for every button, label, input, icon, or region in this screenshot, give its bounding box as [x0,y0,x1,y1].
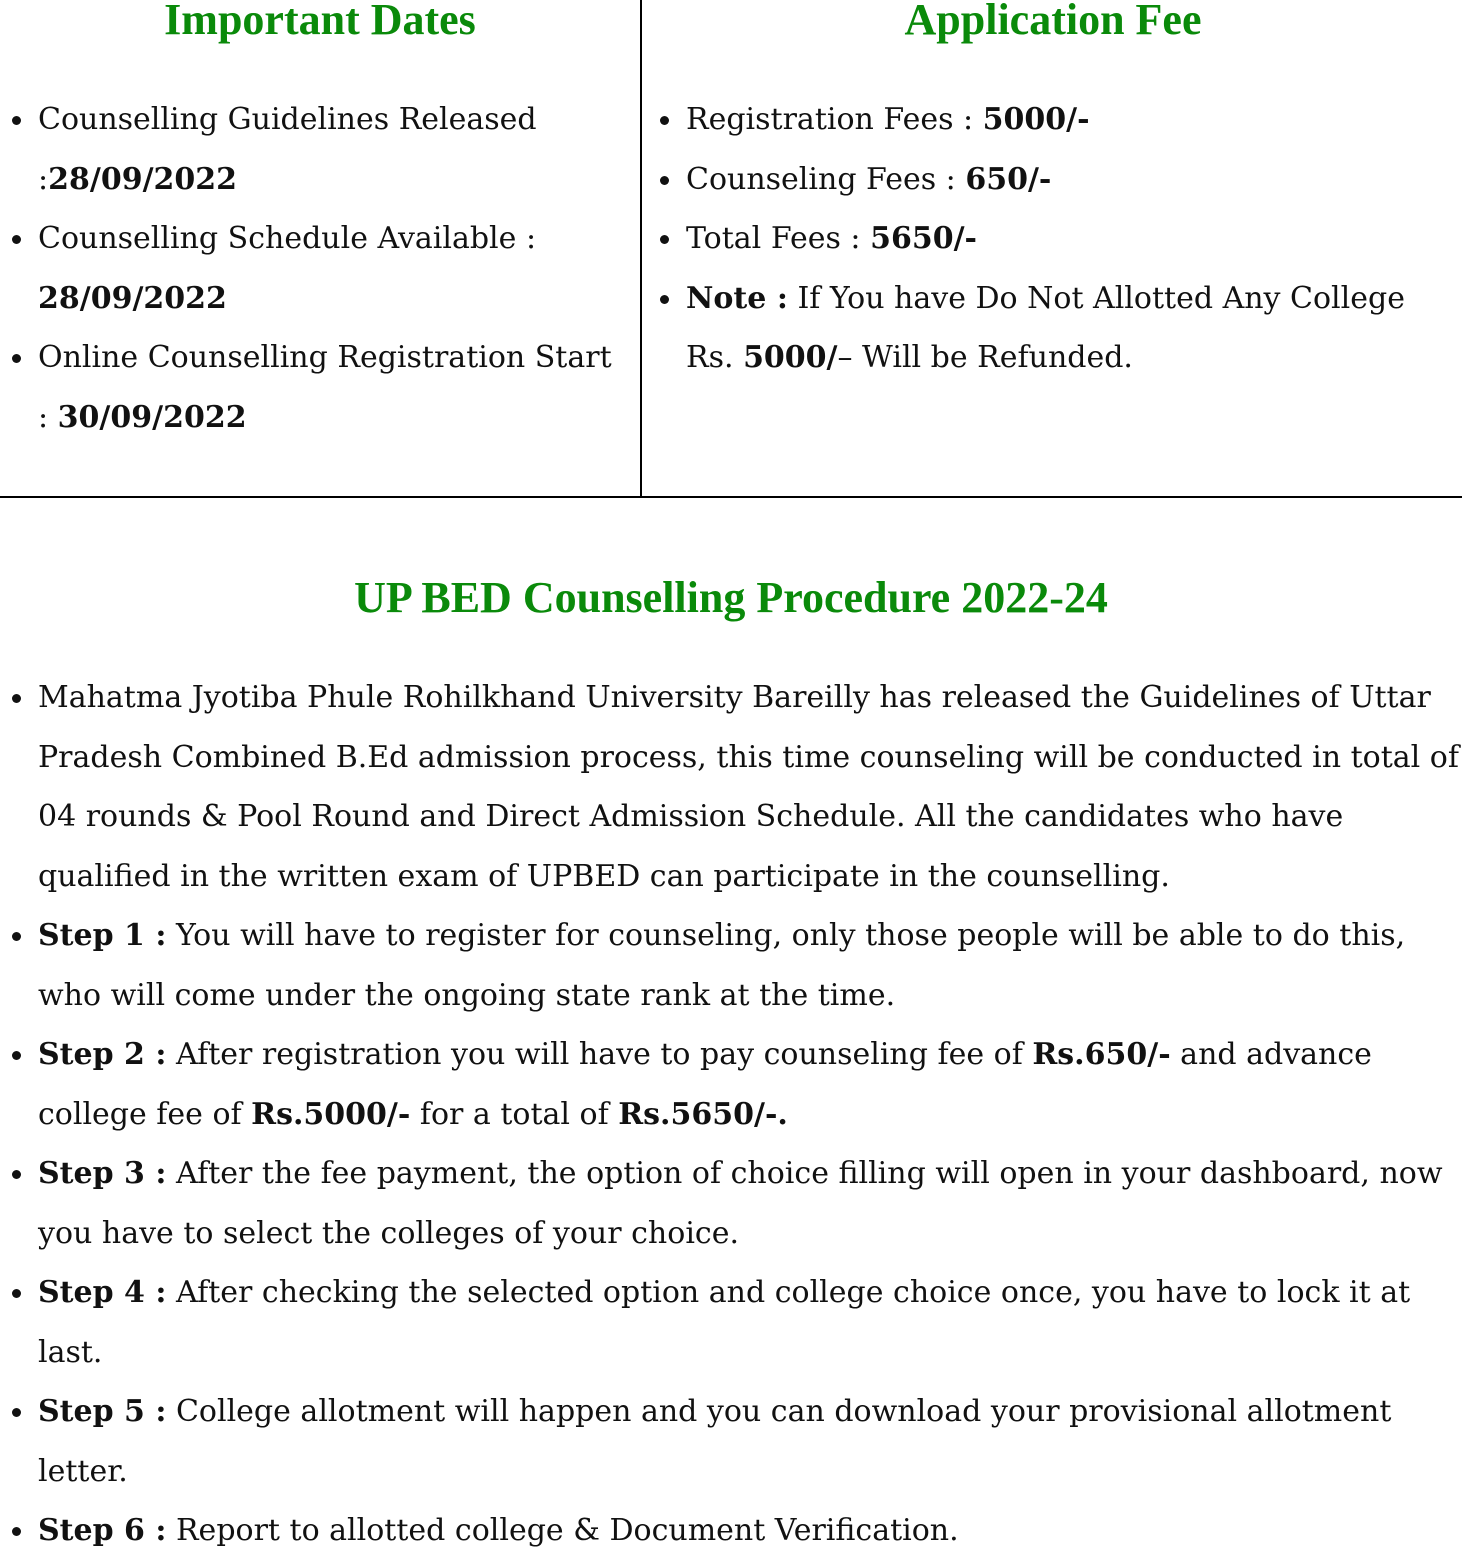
application-fee-title: Application Fee [904,0,1202,44]
important-dates-column [0,0,642,496]
procedure-steps-list [0,668,1462,1561]
list-item: Counselling Guidelines Released :28/09/2022 [0,90,640,209]
step-4: Step 4 : After checking the selected option and college choice once, you have to lock it at last. [0,1263,1462,1382]
step-3: Step 3 : After the fee payment, the option of choice filling will open in your dashboard, now you have to select the colleges of your choice. [0,1144,1462,1263]
important-dates-list [0,90,640,447]
info-table [0,0,1462,498]
list-item: Counseling Fees : 650/- [644,150,1462,210]
list-item: Total Fees : 5650/- [644,209,1462,269]
fee-note: Note : If You have Do Not Allotted Any College Rs. 5000/– Will be Refunded. [644,269,1462,388]
procedure-title: UP BED Counselling Procedure 2022-24 [354,573,1108,622]
step-2: Step 2 : After registration you will have to pay counseling fee of Rs.650/- and advance college fee of Rs.5000/- for a total of Rs.5650/-. [0,1025,1462,1144]
list-item: Registration Fees : 5000/- [644,90,1462,150]
important-dates-title: Important Dates [164,0,476,44]
application-fee-column [644,0,1462,496]
list-item: Counselling Schedule Available : 28/09/2022 [0,209,640,328]
procedure-intro: Mahatma Jyotiba Phule Rohilkhand University Bareilly has released the Guidelines of Uttar Pradesh Combined B.Ed admission process, this time counseling will be conducted in total of 04 rounds & Pool Round and Direct Admission Schedule. All the candidates who have qualified in the written exam of UPBED can participate in the counselling. [0,668,1462,906]
step-5: Step 5 : College allotment will happen and you can download your provisional allotment letter. [0,1382,1462,1501]
list-item: Online Counselling Registration Start : 30/09/2022 [0,328,640,447]
application-fee-list [644,90,1462,388]
step-1: Step 1 : You will have to register for counseling, only those people will be able to do this, who will come under the ongoing state rank at the time. [0,906,1462,1025]
step-6: Step 6 : Report to allotted college & Document Verification. [0,1501,1462,1561]
